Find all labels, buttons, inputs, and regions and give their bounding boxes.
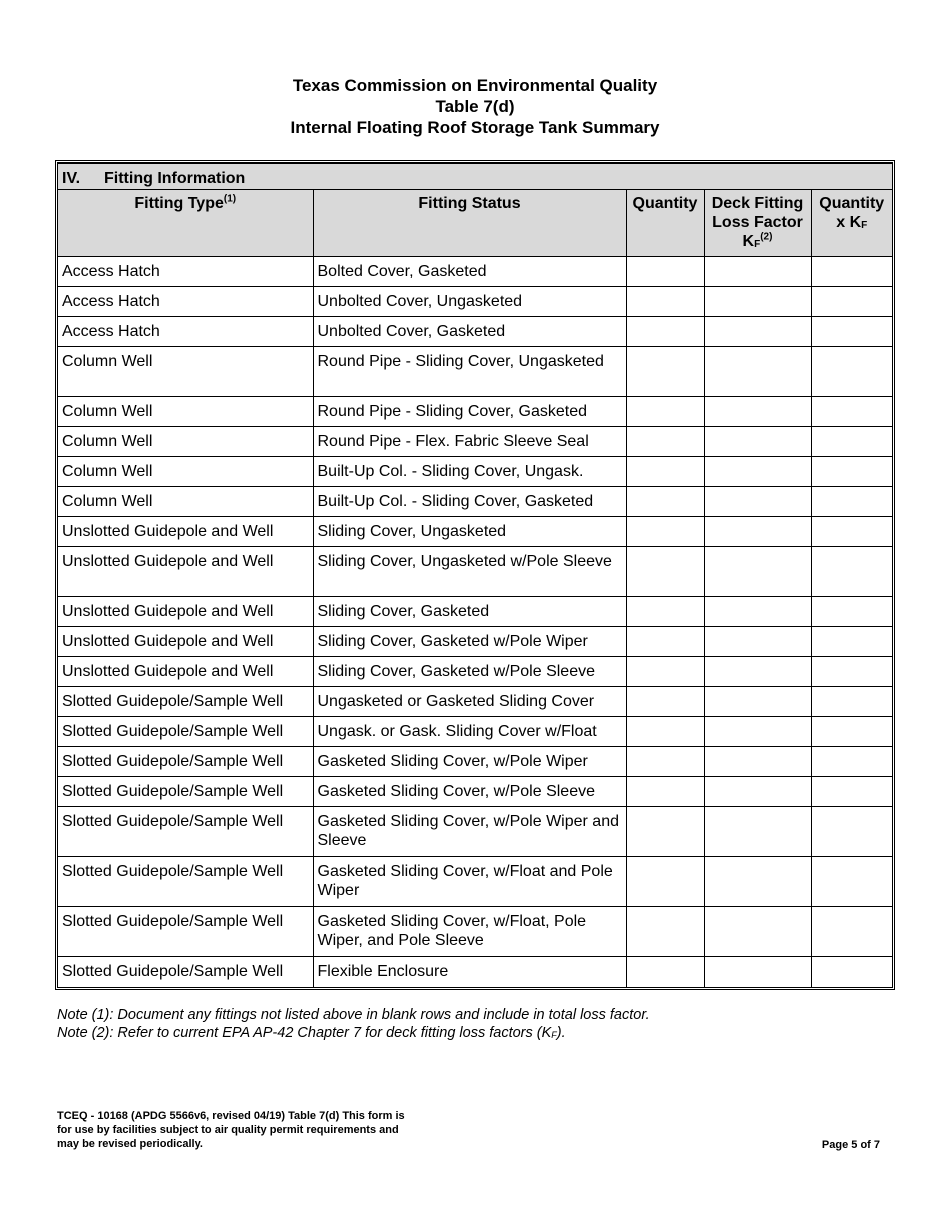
fitting-status-cell: Gasketed Sliding Cover, w/Pole Sleeve — [313, 777, 626, 807]
table-row — [58, 857, 892, 907]
col-header-quantity: Quantity — [626, 190, 704, 257]
fitting-type-cell: Slotted Guidepole/Sample Well — [58, 957, 313, 987]
table-row — [58, 907, 892, 957]
document-header — [0, 75, 950, 138]
fitting-status-cell: Built-Up Col. - Sliding Cover, Ungask. — [313, 457, 626, 487]
quantity-x-kf-cell[interactable] — [811, 317, 892, 347]
table-row — [58, 597, 892, 627]
loss-factor-cell[interactable] — [704, 427, 811, 457]
fitting-type-cell: Access Hatch — [58, 287, 313, 317]
fitting-type-cell: Unslotted Guidepole and Well — [58, 627, 313, 657]
table-row — [58, 397, 892, 427]
loss-factor-cell[interactable] — [704, 777, 811, 807]
quantity-x-kf-cell[interactable] — [811, 427, 892, 457]
table-row — [58, 317, 892, 347]
fitting-status-cell: Sliding Cover, Gasketed w/Pole Wiper — [313, 627, 626, 657]
fitting-type-cell: Unslotted Guidepole and Well — [58, 657, 313, 687]
quantity-cell[interactable] — [626, 347, 704, 397]
fitting-type-cell: Column Well — [58, 487, 313, 517]
table-row — [58, 547, 892, 597]
fitting-status-cell: Gasketed Sliding Cover, w/Pole Wiper and Sleeve — [313, 807, 626, 857]
quantity-cell[interactable] — [626, 487, 704, 517]
quantity-x-kf-cell[interactable] — [811, 957, 892, 987]
table-row — [58, 687, 892, 717]
quantity-x-kf-cell[interactable] — [811, 397, 892, 427]
quantity-x-kf-cell[interactable] — [811, 717, 892, 747]
quantity-x-kf-cell[interactable] — [811, 487, 892, 517]
quantity-x-kf-cell[interactable] — [811, 627, 892, 657]
loss-factor-cell[interactable] — [704, 287, 811, 317]
quantity-x-kf-cell[interactable] — [811, 517, 892, 547]
fitting-table — [55, 160, 895, 990]
table-number: Table 7(d) — [435, 97, 515, 116]
quantity-cell[interactable] — [626, 547, 704, 597]
quantity-x-kf-cell[interactable] — [811, 347, 892, 397]
section-number: IV. — [62, 170, 81, 187]
fitting-type-cell: Access Hatch — [58, 257, 313, 287]
loss-factor-cell[interactable] — [704, 717, 811, 747]
table-row — [58, 457, 892, 487]
fitting-status-cell: Gasketed Sliding Cover, w/Pole Wiper — [313, 747, 626, 777]
quantity-cell[interactable] — [626, 397, 704, 427]
quantity-cell[interactable] — [626, 657, 704, 687]
fitting-status-cell: Sliding Cover, Gasketed — [313, 597, 626, 627]
fitting-type-cell: Unslotted Guidepole and Well — [58, 597, 313, 627]
quantity-cell[interactable] — [626, 747, 704, 777]
quantity-cell[interactable] — [626, 427, 704, 457]
table-row — [58, 777, 892, 807]
fitting-status-cell: Flexible Enclosure — [313, 957, 626, 987]
fitting-rows — [58, 257, 892, 987]
table-row — [58, 657, 892, 687]
quantity-cell[interactable] — [626, 457, 704, 487]
fitting-status-cell: Round Pipe - Flex. Fabric Sleeve Seal — [313, 427, 626, 457]
quantity-x-kf-cell[interactable] — [811, 597, 892, 627]
page-number: Page 5 of 7 — [821, 1139, 880, 1151]
loss-factor-cell[interactable] — [704, 317, 811, 347]
fitting-status-cell: Sliding Cover, Ungasketed — [313, 517, 626, 547]
fitting-type-cell: Slotted Guidepole/Sample Well — [58, 907, 313, 957]
quantity-cell[interactable] — [626, 717, 704, 747]
fitting-type-cell: Slotted Guidepole/Sample Well — [58, 687, 313, 717]
fitting-status-cell: Sliding Cover, Gasketed w/Pole Sleeve — [313, 657, 626, 687]
form-footer: TCEQ - 10168 (APDG 5566v6, revised 04/19) Table 7(d) This form is for use by facilities subject to air quality permit requirements and may be revised periodically. — [57, 1110, 405, 1150]
quantity-x-kf-cell[interactable] — [811, 657, 892, 687]
fitting-type-cell: Slotted Guidepole/Sample Well — [58, 747, 313, 777]
fitting-status-cell: Built-Up Col. - Sliding Cover, Gasketed — [313, 487, 626, 517]
fitting-type-cell: Slotted Guidepole/Sample Well — [58, 717, 313, 747]
quantity-cell[interactable] — [626, 957, 704, 987]
section-name: Fitting Information — [104, 170, 246, 187]
loss-factor-cell[interactable] — [704, 907, 811, 957]
loss-factor-cell[interactable] — [704, 397, 811, 427]
fitting-status-cell: Ungask. or Gask. Sliding Cover w/Float — [313, 717, 626, 747]
fitting-type-cell: Access Hatch — [58, 317, 313, 347]
loss-factor-cell[interactable] — [704, 807, 811, 857]
loss-factor-cell[interactable] — [704, 627, 811, 657]
loss-factor-cell[interactable] — [704, 257, 811, 287]
quantity-cell[interactable] — [626, 777, 704, 807]
quantity-x-kf-cell[interactable] — [811, 807, 892, 857]
loss-factor-cell[interactable] — [704, 687, 811, 717]
column-header-row — [58, 190, 892, 257]
loss-factor-cell[interactable] — [704, 517, 811, 547]
loss-factor-cell[interactable] — [704, 347, 811, 397]
quantity-x-kf-cell[interactable] — [811, 457, 892, 487]
section-title — [58, 164, 892, 190]
loss-factor-cell[interactable] — [704, 857, 811, 907]
table-row — [58, 517, 892, 547]
fitting-type-cell: Column Well — [58, 427, 313, 457]
fitting-status-cell: Ungasketed or Gasketed Sliding Cover — [313, 687, 626, 717]
table-row — [58, 957, 892, 987]
fitting-type-cell: Column Well — [58, 457, 313, 487]
fitting-status-cell: Sliding Cover, Ungasketed w/Pole Sleeve — [313, 547, 626, 597]
loss-factor-cell[interactable] — [704, 457, 811, 487]
fitting-status-cell: Round Pipe - Sliding Cover, Ungasketed — [313, 347, 626, 397]
loss-factor-cell[interactable] — [704, 597, 811, 627]
note-2: Note (2): Refer to current EPA AP-42 Chapter 7 for deck fitting loss factors $(K_F)$. — [57, 1025, 566, 1041]
quantity-cell[interactable] — [626, 517, 704, 547]
table-title: Internal Floating Roof Storage Tank Summary — [290, 118, 660, 137]
quantity-x-kf-cell[interactable] — [811, 257, 892, 287]
loss-factor-cell[interactable] — [704, 547, 811, 597]
fitting-status-cell: Bolted Cover, Gasketed — [313, 257, 626, 287]
col-header-fitting-type: Fitting Type$^{(1)}$ — [58, 190, 313, 257]
fitting-type-cell: Slotted Guidepole/Sample Well — [58, 807, 313, 857]
quantity-x-kf-cell[interactable] — [811, 907, 892, 957]
fitting-status-cell: Gasketed Sliding Cover, w/Float, Pole Wiper, and Pole Sleeve — [313, 907, 626, 957]
fitting-type-cell: Slotted Guidepole/Sample Well — [58, 777, 313, 807]
quantity-cell[interactable] — [626, 287, 704, 317]
table-row — [58, 257, 892, 287]
col-header-fitting-status: Fitting Status — [313, 190, 626, 257]
loss-factor-cell[interactable] — [704, 487, 811, 517]
section-header-row — [58, 164, 892, 190]
quantity-x-kf-cell[interactable] — [811, 747, 892, 777]
table-row — [58, 717, 892, 747]
fitting-type-cell: Column Well — [58, 397, 313, 427]
fitting-status-cell: Gasketed Sliding Cover, w/Float and Pole Wiper — [313, 857, 626, 907]
quantity-cell[interactable] — [626, 687, 704, 717]
fitting-type-cell: Unslotted Guidepole and Well — [58, 547, 313, 597]
table-row — [58, 427, 892, 457]
loss-factor-cell[interactable] — [704, 957, 811, 987]
fitting-status-cell: Unbolted Cover, Ungasketed — [313, 287, 626, 317]
quantity-cell[interactable] — [626, 807, 704, 857]
quantity-x-kf-cell[interactable] — [811, 287, 892, 317]
quantity-x-kf-cell[interactable] — [811, 777, 892, 807]
quantity-cell[interactable] — [626, 857, 704, 907]
quantity-cell[interactable] — [626, 597, 704, 627]
quantity-cell[interactable] — [626, 907, 704, 957]
note-1: Note (1): Document any fittings not listed above in blank rows and include in total loss factor. — [57, 1007, 650, 1023]
quantity-cell[interactable] — [626, 627, 704, 657]
fitting-type-cell: Unslotted Guidepole and Well — [58, 517, 313, 547]
quantity-cell[interactable] — [626, 257, 704, 287]
table-row — [58, 347, 892, 397]
quantity-x-kf-cell[interactable] — [811, 857, 892, 907]
col-header-quantity-x-kf: Quantity x $K_F$ — [811, 190, 892, 257]
fitting-type-cell: Slotted Guidepole/Sample Well — [58, 857, 313, 907]
agency-name: Texas Commission on Environmental Quality — [292, 76, 658, 95]
loss-factor-cell[interactable] — [704, 657, 811, 687]
loss-factor-cell[interactable] — [704, 747, 811, 777]
quantity-cell[interactable] — [626, 317, 704, 347]
fitting-status-cell: Round Pipe - Sliding Cover, Gasketed — [313, 397, 626, 427]
table-row — [58, 747, 892, 777]
table-row — [58, 487, 892, 517]
quantity-x-kf-cell[interactable] — [811, 547, 892, 597]
quantity-x-kf-cell[interactable] — [811, 687, 892, 717]
table-row — [58, 807, 892, 857]
fitting-status-cell: Unbolted Cover, Gasketed — [313, 317, 626, 347]
fitting-type-cell: Column Well — [58, 347, 313, 397]
col-header-loss-factor: Deck Fitting Loss Factor $K_F^{(2)}$ — [704, 190, 811, 257]
table-row — [58, 287, 892, 317]
table-row — [58, 627, 892, 657]
notes — [57, 1006, 650, 1042]
